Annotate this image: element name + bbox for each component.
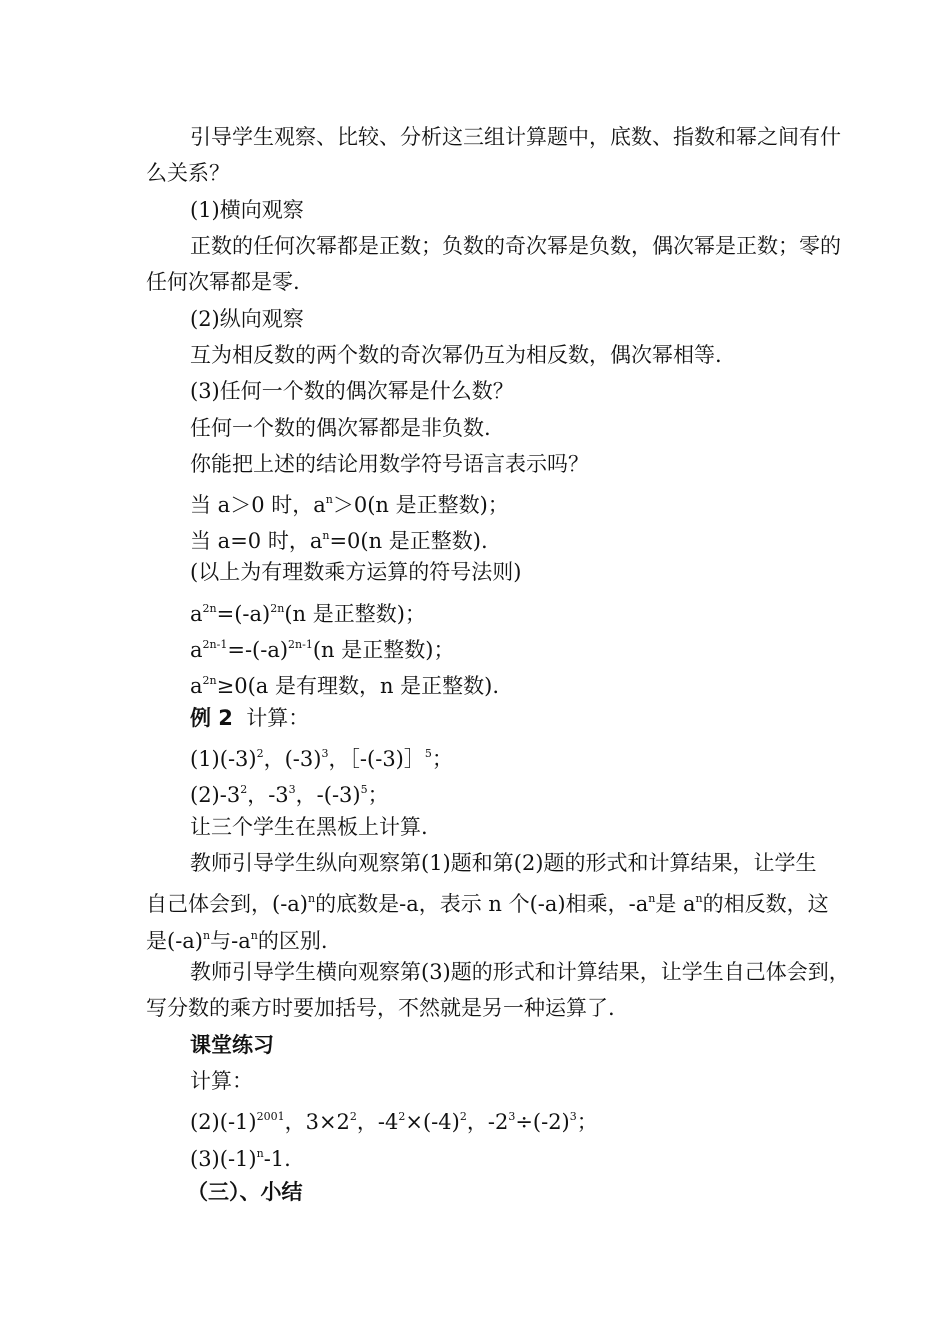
paragraph-line: 互为相反数的两个数的奇次幂仍互为相反数，偶次幂相等. <box>190 343 722 367</box>
formula-line: 当 a=0 时，$a^n=0(n$ 是正整数). <box>190 529 488 553</box>
question-line: 你能把上述的结论用数学符号语言表示吗？ <box>190 452 589 476</box>
exercise-line: $(2)-3^2$，$-3^3$，$-(-3)^5$； <box>190 783 389 807</box>
section-heading-summary: （三）、小结 <box>187 1180 303 1204</box>
formula-line: $a^{2n-1}=-(-a)^{2n-1}(n$ 是正整数)； <box>190 638 455 662</box>
paragraph-line: 教师引导学生横向观察第(3)题的形式和计算结果，让学生自己体会到， <box>190 960 850 984</box>
section-heading-classroom-practice: 课堂练习 <box>190 1033 274 1057</box>
formula-line: $a^{2n}\ge 0(a$ 是有理数，n 是正整数). <box>190 674 500 698</box>
paragraph-line: 自己体会到，$(-a)^n$的底数是-a，表示 n 个(-a)相乘，$-a^n$是 $a^n$的相反数，这 <box>146 892 829 916</box>
question-line: (3)任何一个数的偶次幂是什么数？ <box>190 379 514 403</box>
paragraph-line: 计算： <box>190 1069 253 1093</box>
exercise-line: $(3)(-1)^n-1$. <box>190 1147 291 1171</box>
formula-line: $a^{2n}=(-a)^{2n}(n$ 是正整数)； <box>190 602 426 626</box>
example-heading: 例 2 计算： <box>190 706 310 730</box>
paragraph-line: 引导学生观察、比较、分析这三组计算题中，底数、指数和幂之间有什 <box>190 125 841 149</box>
paragraph-line: 写分数的乘方时要加括号，不然就是另一种运算了. <box>146 996 615 1020</box>
note-line: (以上为有理数乘方运算的符号法则) <box>190 560 522 584</box>
paragraph-line: 让三个学生在黑板上计算. <box>190 815 428 839</box>
subheading-horizontal-observation: (1)横向观察 <box>190 198 304 222</box>
paragraph-line: 任何一个数的偶次幂都是非负数. <box>190 416 491 440</box>
exercise-line: $(2)(-1)^{2001}$，$3\times 2^2$，$-4^2\times(-4)^2$，$-2^3\div(-2)^3$； <box>190 1110 598 1134</box>
paragraph-line: 是$(-a)^n$与$-a^n$的区别. <box>146 929 328 953</box>
exercise-line: $(1)(-3)^2$，$(-3)^3$，［-(-3)］$^5$； <box>190 747 453 771</box>
paragraph-line: 正数的任何次幂都是正数；负数的奇次幂是负数，偶次幂是正数；零的 <box>190 234 841 258</box>
formula-line: 当 a＞0 时，$a^n>0(n$ 是正整数)； <box>190 493 509 517</box>
paragraph-line: 么关系？ <box>146 161 230 185</box>
subheading-vertical-observation: (2)纵向观察 <box>190 307 304 331</box>
paragraph-line: 教师引导学生纵向观察第(1)题和第(2)题的形式和计算结果，让学生 <box>190 851 817 875</box>
paragraph-line: 任何次幂都是零. <box>146 270 300 294</box>
